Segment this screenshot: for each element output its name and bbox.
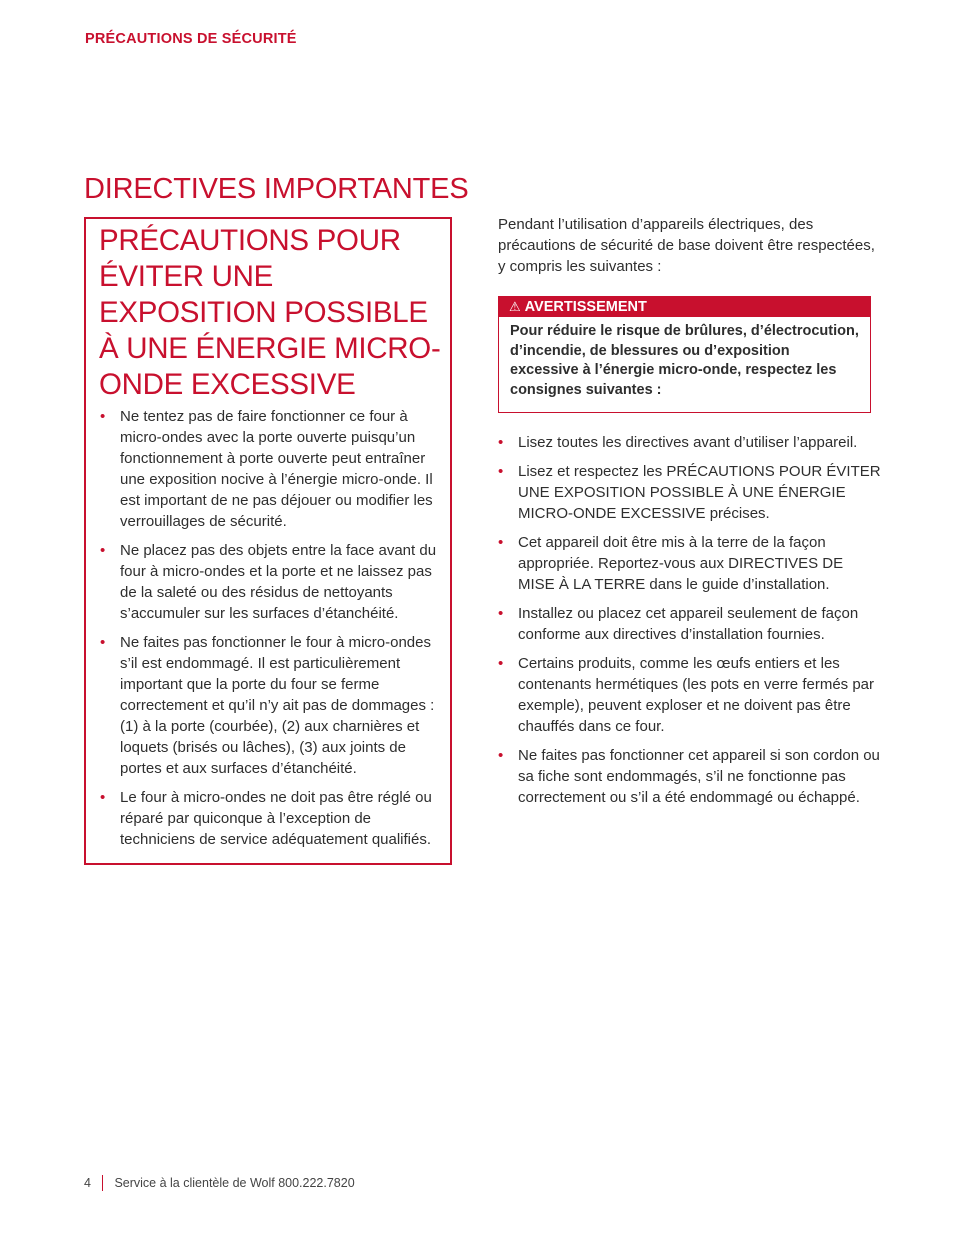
warning-label: AVERTISSEMENT bbox=[524, 299, 647, 315]
precaution-box-title: PRÉCAUTIONS POUR ÉVITER UNE EXPOSITION POSSIBLE À UNE ÉNERGIE MICRO-ONDE EXCESSIVE bbox=[99, 224, 441, 401]
warning-text: Pour réduire le risque de brûlures, d’électrocution, d’incendie, de blessures ou d’exposition excessive à l’énergie micro-onde, respectez les consignes suivantes : bbox=[510, 323, 859, 398]
list-item: • Lisez et respectez les PRÉCAUTIONS POUR ÉVITER UNE EXPOSITION POSSIBLE À UNE ÉNERGIE MICRO-ONDE EXCESSIVE précises. bbox=[498, 461, 883, 524]
warning-triangle-icon: ⚠ bbox=[509, 299, 521, 314]
list-item: • Ne faites pas fonctionner cet appareil si son cordon ou sa fiche sont endommagés, s’il ne fonctionne pas correctement ou s’il a été endommagé ou échappé. bbox=[498, 745, 883, 808]
list-item: • Le four à micro-ondes ne doit pas être réglé ou réparé par quiconque à l’exception de techniciens de service adéquatement qualifiés. bbox=[100, 787, 448, 850]
intro-paragraph: Pendant l’utilisation d’appareils électriques, des précautions de sécurité de base doivent être respectées, y compris les suivantes : bbox=[498, 216, 875, 275]
page-footer bbox=[84, 1175, 355, 1191]
warning-box bbox=[498, 296, 871, 413]
list-item: • Ne faites pas fonctionner le four à micro-ondes s’il est endommagé. Il est particulièrement important que la porte du four se ferme correctement et qu’il n’y ait pas de dommages : (1) à la porte (courbée), (2) aux charnières et loquets (brisés ou lâches), (3) aux joints de portes et aux surfaces d’étanchéité. bbox=[100, 632, 448, 779]
section-header-label: PRÉCAUTIONS DE SÉCURITÉ bbox=[85, 31, 297, 47]
list-item: • Lisez toutes les directives avant d’utiliser l’appareil. bbox=[498, 432, 883, 453]
general-safety-list bbox=[498, 432, 883, 816]
list-item: • Cet appareil doit être mis à la terre de la façon appropriée. Reportez-vous aux DIRECTIVES DE MISE À LA TERRE dans le guide d’installation. bbox=[498, 532, 883, 595]
warning-header bbox=[499, 297, 870, 317]
list-item: • Certains produits, comme les œufs entiers et les contenants hermétiques (les pots en verre fermés par exemple), peuvent exploser et ne doivent pas être chauffés dans ce four. bbox=[498, 653, 883, 737]
list-item: • Ne tentez pas de faire fonctionner ce four à micro-ondes avec la porte ouverte puisqu’un fonctionnement à porte ouverte peut entraîner une exposition nocive à l’énergie micro-onde. Il est important de ne pas déjouer ou modifier les verrouillages de sécurité. bbox=[100, 406, 448, 532]
precaution-box bbox=[84, 217, 452, 865]
precaution-list bbox=[100, 406, 448, 858]
section-title: DIRECTIVES IMPORTANTES bbox=[84, 173, 469, 205]
list-item: • Ne placez pas des objets entre la face avant du four à micro-ondes et la porte et ne laissez pas de la saleté ou des résidus de nettoyants s’accumuler sur les surfaces d’étanchéité. bbox=[100, 540, 448, 624]
page-number: 4 bbox=[84, 1176, 91, 1190]
footer-divider bbox=[102, 1175, 104, 1191]
list-item: • Installez ou placez cet appareil seulement de façon conforme aux directives d’installation fournies. bbox=[498, 603, 883, 645]
footer-text: Service à la clientèle de Wolf 800.222.7820 bbox=[114, 1176, 355, 1190]
